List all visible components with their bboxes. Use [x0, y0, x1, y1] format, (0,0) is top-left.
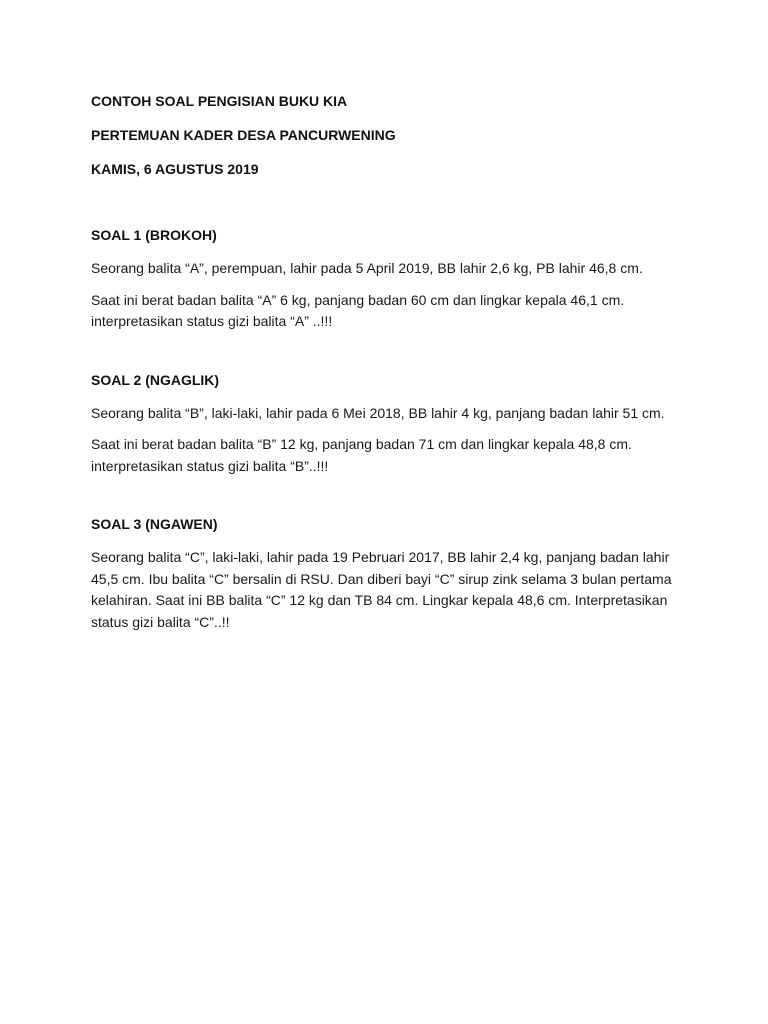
meeting-title: PERTEMUAN KADER DESA PANCURWENING	[91, 127, 396, 143]
question-paragraph: Saat ini berat badan balita “B” 12 kg, panjang badan 71 cm dan lingkar kepala 48,8 cm. interpretasikan status gizi balita “B”..!!!	[91, 436, 632, 474]
document-content	[91, 92, 681, 643]
question-title: SOAL 1 (BROKOH)	[91, 227, 217, 243]
question-paragraph: Seorang balita “B”, laki-laki, lahir pada 6 Mei 2018, BB lahir 4 kg, panjang badan lahir 51 cm.	[91, 404, 665, 421]
question-title: SOAL 2 (NGAGLIK)	[91, 371, 220, 388]
question-section-3	[91, 515, 681, 633]
question-paragraph: Seorang balita “C”, laki-laki, lahir pada 19 Pebruari 2017, BB lahir 2,4 kg, panjang badan lahir 45,5 cm. Ibu balita “C” bersalin di RSU. Dan diberi bayi “C” sirup zink selama 3 bulan pertama kelahiran. Saat ini BB balita “C” 12 kg dan TB 84 cm. Lingkar kepala 48,6 cm. Interpretasikan status gizi balita “C”..!!	[91, 549, 672, 630]
document-title: CONTOH SOAL PENGISIAN BUKU KIA	[91, 93, 348, 109]
question-title: SOAL 3 (NGAWEN)	[91, 516, 218, 532]
question-paragraph: Seorang balita “A”, perempuan, lahir pada 5 April 2019, BB lahir 2,6 kg, PB lahir 46,8 cm.	[91, 260, 643, 276]
question-section-1	[91, 226, 681, 333]
meeting-date: KAMIS, 6 AGUSTUS 2019	[91, 161, 259, 177]
question-paragraph: Saat ini berat badan balita “A” 6 kg, panjang badan 60 cm dan lingkar kepala 46,1 cm. interpretasikan status gizi balita “A” ..!!!	[91, 291, 625, 329]
question-section-2	[91, 371, 681, 478]
document-header	[91, 92, 681, 178]
